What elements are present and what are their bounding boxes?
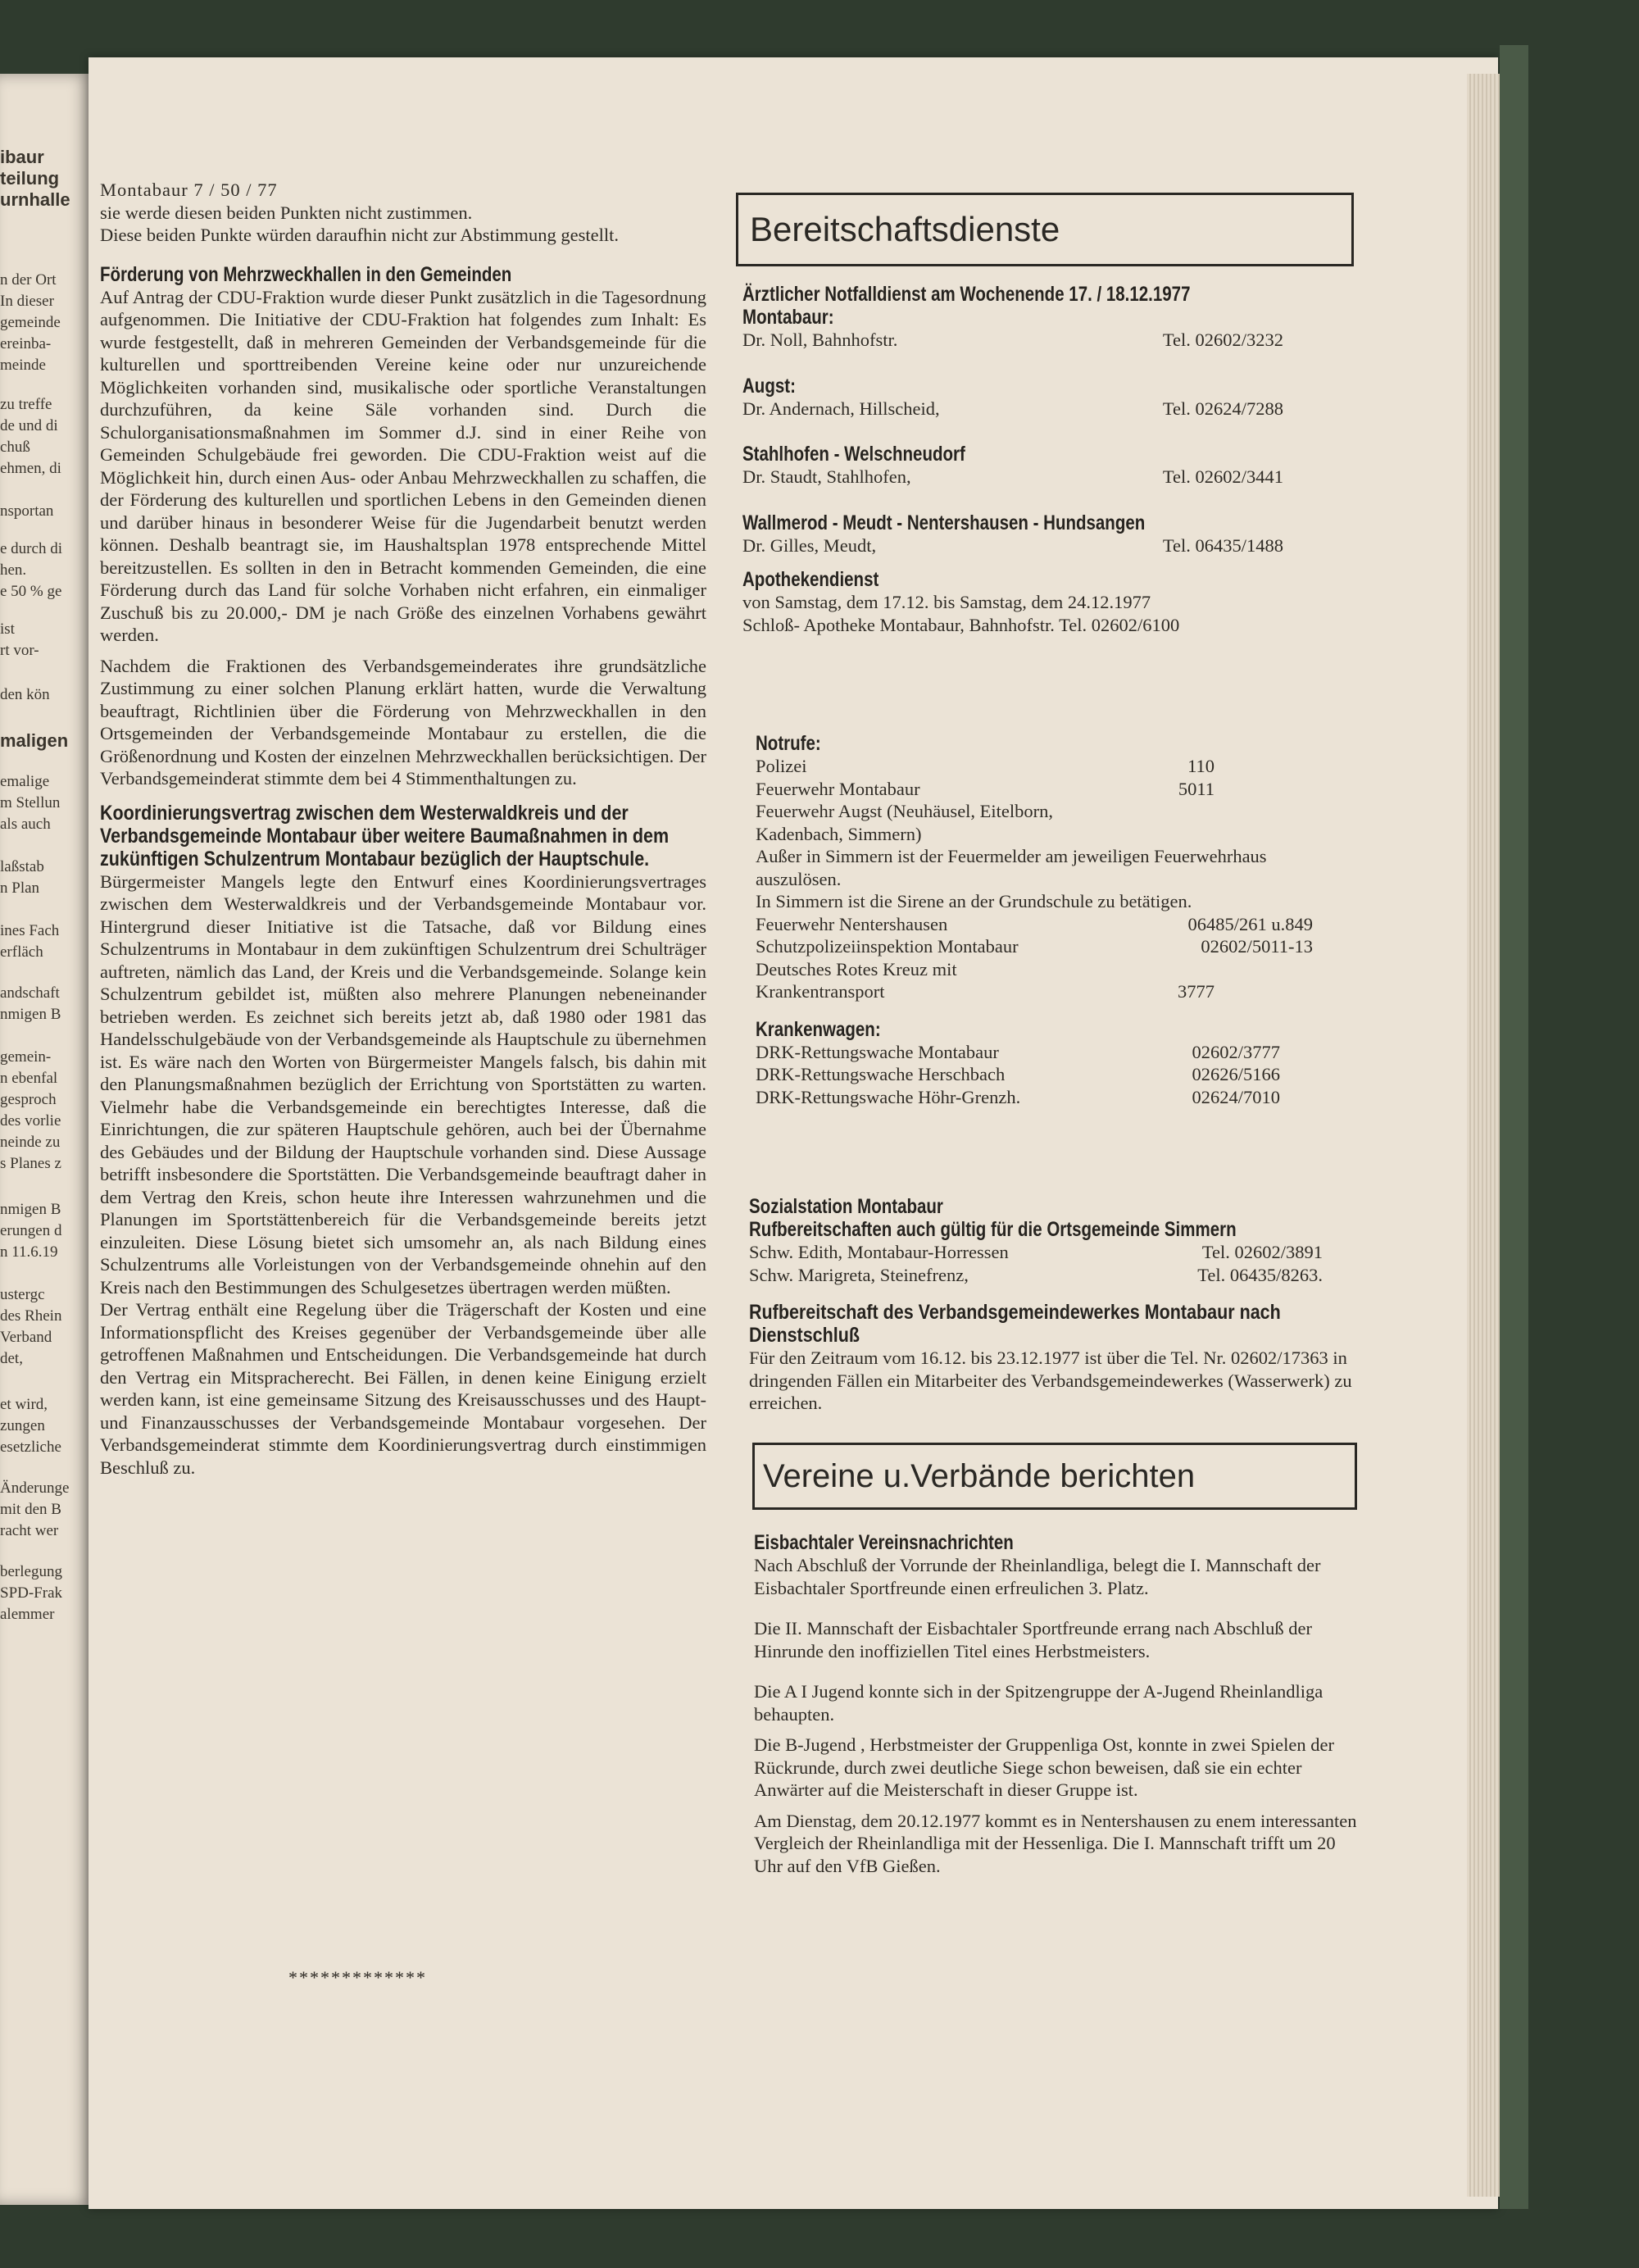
left-page-text-fragment: ist (0, 620, 15, 638)
sozialstation-section (749, 1195, 1355, 1415)
doctor-tel: Tel. 02602/3232 (1162, 330, 1283, 350)
left-page-text-fragment: des Rhein (0, 1307, 62, 1325)
left-page-text-fragment: meinde (0, 357, 46, 374)
doctor-tel: Tel. 06435/1488 (1162, 534, 1283, 556)
schwester-label: Schw. Edith, Montabaur-Horressen (749, 1242, 1009, 1262)
kw-nr: 02624/7010 (1192, 1086, 1280, 1107)
left-page-text-fragment: alemmer (0, 1606, 55, 1623)
left-page-text-fragment: maligen (0, 730, 69, 751)
notruf-nr: 02602/5011-13 (1201, 936, 1313, 957)
left-page-text-fragment: n 11.6.19 (0, 1243, 58, 1261)
left-page-text-fragment: berlegung (0, 1563, 62, 1580)
left-page-text-fragment: esetzliche (0, 1439, 61, 1456)
left-page-text-fragment: den kön (0, 686, 50, 703)
kw-label: DRK-Rettungswache Höhr-Grenzh. (756, 1086, 1021, 1107)
left-page-text-fragment: rt vor- (0, 642, 39, 659)
doctor-tel: Tel. 02602/3441 (1162, 466, 1283, 487)
left-page-text-fragment: nmigen B (0, 1201, 61, 1218)
schwester-tel: Tel. 06435/8263. (1197, 1264, 1323, 1285)
left-page-text-fragment: de und di (0, 417, 58, 434)
section-heading: Koordinierungsvertrag zwischen dem Westerwaldkreis und der Verbandsgemeinde Montabaur über weitere Baumaßnahmen in dem zukünftigen Schulzentrum Montabaur bezüglich der Hauptschule. (100, 801, 670, 870)
paragraph: Die II. Mannschaft der Eisbachtaler Sportfreunde errang nach Abschluß der Hinrunde den inoffiziellen Titel eines Herbstmeisters. (754, 1618, 1312, 1661)
bereitschaftsdienste-box (736, 193, 1354, 266)
left-page-text-fragment: e 50 % ge (0, 583, 62, 600)
section-heading: Rufbereitschaften auch gültig für die Ortsgemeinde Simmern (749, 1218, 1237, 1241)
book-spine (1500, 45, 1528, 2209)
section-heading: Krankenwagen: (756, 1017, 881, 1041)
left-page-text-fragment: s Planes z (0, 1155, 61, 1172)
doctor-name: Dr. Gilles, Meudt, (742, 534, 877, 556)
left-page-text-fragment: n der Ort (0, 271, 57, 289)
notrufe-section (756, 732, 1329, 1108)
werke-text: Für den Zeitraum vom 16.12. bis 23.12.1977 ist über die Tel. Nr. 02602/17363 in dringenden Fällen ein Mitarbeiter des Verbandsgemeindewerkes (Wasserwerk) zu erreichen. (749, 1348, 1352, 1413)
page-header: Montabaur 7 / 50 / 77 (100, 180, 278, 200)
left-page-text-fragment: neinde zu (0, 1134, 61, 1151)
left-page-text-fragment: andschaft (0, 984, 60, 1002)
left-page-text-fragment: gemein- (0, 1048, 52, 1066)
kw-nr: 02602/3777 (1192, 1041, 1280, 1062)
doctor-name: Dr. Andernach, Hillscheid, (742, 398, 940, 419)
kw-label: DRK-Rettungswache Montabaur (756, 1041, 999, 1062)
apotheke-line: von Samstag, dem 17.12. bis Samstag, dem 24.12.1977 (742, 592, 1151, 612)
section-heading: Rufbereitschaft des Verbandsgemeindewerkes Montabaur nach Dienstschluß (749, 1301, 1281, 1347)
schwester-tel: Tel. 02602/3891 (1201, 1242, 1323, 1262)
left-page-text-fragment: In dieser (0, 293, 54, 310)
paragraph: Die B-Jugend , Herbstmeister der Gruppenliga Ost, konnte in zwei Spielen der Rückrunde, durch zwei deutliche Siege schon beweisen, daß sie ein echter Anwärter auf die Meisterschaft in dieser Gruppe ist. (754, 1734, 1334, 1800)
left-page-text-fragment: nmigen B (0, 1006, 61, 1023)
vereine-box (752, 1443, 1357, 1510)
schwester-label: Schw. Marigreta, Steinefrenz, (749, 1264, 969, 1285)
section-heading: Ärztlicher Notfalldienst am Wochenende 17. / 18.12.1977 (742, 283, 1191, 306)
notruf-note: Außer in Simmern ist der Feuermelder am jeweiligen Feuerwehrhaus auszulösen. (756, 846, 1267, 889)
place-heading: Augst: (742, 374, 796, 398)
section-heading: Förderung von Mehrzweckhallen in den Gemeinden (100, 262, 512, 286)
paragraph: Am Dienstag, dem 20.12.1977 kommt es in Nentershausen zu enem interessanten Vergleich der Rheinlandliga mit der Hessenliga. Die I. Mannschaft trifft um 20 Uhr auf den VfB Gießen. (754, 1810, 1357, 1876)
place-heading: Wallmerod - Meudt - Nentershausen - Hundsangen (742, 511, 1146, 534)
box-title: Vereine u.Verbände berichten (763, 1458, 1196, 1494)
paragraph: Die A I Jugend konnte sich in der Spitzengruppe der A-Jugend Rheinlandliga behaupten. (754, 1681, 1323, 1725)
page-edge (1467, 74, 1500, 2197)
notruf-label: Polizei (756, 756, 807, 776)
paragraph: Der Vertrag enthält eine Regelung über die Trägerschaft der Kosten und eine Informationspflicht des Kreises gegenüber der Verbandsgemeinde über alle getroffenen Maßnahmen und Entscheidungen. Die Verbandsgemeinde hat durch den Vertrag ein Mitspracherecht. Bei Fällen, in denen keine Einigung erzielt werden kann, ist eine gemeinsame Sitzung des Kreisausschusses und des Haupt- und Finanzausschusses der Verbandsgemeinde Montabaur vorgesehen. Der Verbandsgemeinderat stimmte dem Koordinierungsvertrag durch einstimmigen Beschluß zu. (100, 1299, 706, 1478)
doctor-name: Dr. Noll, Bahnhofstr. (742, 330, 898, 350)
left-page-text-fragment: nsportan (0, 502, 54, 520)
doctor-tel: Tel. 02624/7288 (1162, 398, 1283, 419)
left-page-text-fragment: e durch di (0, 540, 62, 557)
intro-line: Diese beiden Punkte würden daraufhin nicht zur Abstimmung gestellt. (100, 225, 619, 245)
notruf-note: In Simmern ist die Sirene an der Grundschule zu betätigen. (756, 891, 1192, 911)
left-page-text-fragment: mit den B (0, 1501, 61, 1518)
aerzte-section (742, 283, 1365, 636)
section-heading: Notrufe: (756, 732, 821, 755)
left-column (100, 179, 706, 1479)
left-page-text-fragment: des vorlie (0, 1112, 61, 1129)
left-page-text-fragment: urnhalle (0, 189, 70, 210)
left-page-text-fragment: ehmen, di (0, 460, 61, 477)
notruf-label: Deutsches Rotes Kreuz mit Krankentransport (756, 958, 957, 1002)
left-page-text-fragment: SPD-Frak (0, 1584, 63, 1602)
notruf-label: Schutzpolizeiinspektion Montabaur (756, 936, 1019, 957)
left-page-text-fragment: m Stellun (0, 794, 61, 811)
place-heading: Montabaur: (742, 306, 834, 329)
intro-line: sie werde diesen beiden Punkten nicht zustimmen. (100, 202, 473, 223)
place-heading: Stahlhofen - Welschneudorf (742, 443, 965, 466)
doctor-name: Dr. Staudt, Stahlhofen, (742, 466, 911, 487)
notruf-label: Feuerwehr Nentershausen (756, 913, 948, 934)
left-page-text-fragment: ines Fach (0, 922, 60, 939)
notruf-nr: 3777 (1178, 981, 1214, 1002)
left-page-text-fragment: Änderunge (0, 1479, 70, 1497)
left-page-text-fragment: ibaur (0, 147, 44, 167)
left-page-text-fragment: gesproch (0, 1091, 57, 1108)
section-heading: Eisbachtaler Vereinsnachrichten (754, 1531, 1014, 1554)
left-page-text-fragment: hen. (0, 561, 27, 579)
left-page-text-fragment: ustergc (0, 1286, 45, 1303)
paragraph: Bürgermeister Mangels legte den Entwurf eines Koordinierungsvertrages zwischen dem Westerwaldkreis und der Verbandsgemeinde Montabaur vor. Hintergrund dieser Initiative ist die Tatsache, daß vor Bildung eines Schulzentrums in Montabaur in dem zukünftigen Schulzentrum drei Schulträger auftreten, nämlich das Land, der Kreis und die Verbandsgemeinde. Solange kein Schulzentrum gebildet ist, müßten also mehrere Planungen nebeneinander betrieben werden. Es zeichnet sich bereits jetzt ab, daß 1980 oder 1981 das Handelsschulgebäude von der Verbandsgemeinde als Hauptschule zu übernehmen ist. Es wäre nach den Worten von Bürgermeister Mangels falsch, bis dahin mit den Planungsmaßnahmen bezüglich der Errichtung von Sportstätten zu warten. Vielmehr habe die Verbandsgemeinde ein berechtigtes Interesse, daß die Einrichtungen, die zur späteren Hauptschule gehören, auch bei der Übernahme des Gebäudes und der Bildung der Hauptschule vorhanden sind. Diese Aussage betrifft insbesondere die Sportstätten. Die Verbandsgemeinde beauftragt daher in dem Vertrag den Kreis, schon heute ihre Interessen wahrzunehmen und die Planungen im Sportstättenbereich für die Verbandsgemeinde bereits jetzt einzuleiten. Diese Lösung bietet sich umsomehr an, als nach Bildung eines Schulzentrums alle Vorleistungen von der Verbandsgemeinde ohnehin auf den Kreis nach den Bestimmungen des Schulgesetzes übertragen werden müßten. (100, 870, 706, 1298)
notruf-nr: 06485/261 u.849 (1187, 913, 1313, 934)
apotheke-line: Schloß- Apotheke Montabaur, Bahnhofstr. Tel. 02602/6100 (742, 614, 1180, 635)
left-page-fragment (0, 74, 92, 2205)
separator-stars: ************* (288, 1967, 427, 1988)
box-title: Bereitschaftsdienste (750, 210, 1060, 248)
notruf-nr: 110 (1187, 756, 1214, 776)
notruf-nr: 5011 (1178, 778, 1214, 799)
paragraph: Nachdem die Fraktionen des Verbandsgemeinderates ihre grundsätzliche Zustimmung zu einer solchen Planung erklärt hatten, wurde die Verwaltung beauftragt, Richtlinien über die Förderung von Mehrzweckhallen in den Ortsgemeinden der Verbandsgemeinde Montabaur zu erstellen, die die Größenordnung und Kosten der einzelnen Mehrzweckhallen berücksichtigen. Der Verbandsgemeinderat stimmte dem bei 4 Stimmenthaltungen zu. (100, 655, 706, 789)
left-page-text-fragment: als auch (0, 816, 51, 833)
notruf-label: Feuerwehr Montabaur (756, 778, 920, 799)
kw-nr: 02626/5166 (1192, 1064, 1280, 1084)
left-page-text-fragment: Verband (0, 1329, 52, 1346)
left-page-text-fragment: emalige (0, 773, 50, 790)
left-page-text-fragment: n ebenfal (0, 1070, 58, 1087)
paragraph: Nach Abschluß der Vorrunde der Rheinlandliga, belegt die I. Mannschaft der Eisbachtaler Sportfreunde einen erfreulichen 3. Platz. (754, 1555, 1321, 1598)
left-page-text-fragment: n Plan (0, 879, 40, 897)
left-page-text-fragment: gemeinde (0, 314, 61, 331)
left-page-text-fragment: det, (0, 1350, 23, 1367)
paragraph: Auf Antrag der CDU-Fraktion wurde dieser Punkt zusätzlich in die Tagesordnung aufgenommen. Die Initiative der CDU-Fraktion hat folgendes zum Inhalt: Es wurde festgestellt, daß in mehreren Gemeinden der Verbandsgemeinde für die kulturellen und sporttreibenden Vereine keine oder nur unzureichende Möglichkeiten vorhanden sind, musikalische oder sportliche Veranstaltungen durchzuführen, da keine Säle vorhanden sind. Durch die Schulorganisationsmaßnahmen im Sommer d.J. sind in einer Reihe von Gemeinden Schulgebäude frei geworden. Die CDU-Fraktion weist auf die Möglichkeit hin, durch einen Aus- oder Anbau Mehrzweckhallen zu schaffen, die der Förderung des kulturellen und sportlichen Lebens in den Gemeinden dienen und darüber hinaus in besonderer Weise für die Jugendarbeit benutzt werden können. Deshalb beantragt sie, im Haushaltsplan 1978 entsprechende Mittel bereitzustellen. Es sollten in den in Betracht kommenden Gemeinden, die eine Förderung durch das Land für solche Vorhaben nicht erfahren, ein einmaliger Zuschuß bis zu 20.000,- DM je nach Größe des einzelnen Vorhabens gewährt werden. (100, 286, 706, 645)
kw-label: DRK-Rettungswache Herschbach (756, 1064, 1006, 1084)
section-heading: Sozialstation Montabaur (749, 1195, 943, 1218)
eisbachtal-section (754, 1531, 1360, 1877)
left-page-text-fragment: laßstab (0, 858, 44, 875)
left-page-text-fragment: racht wer (0, 1522, 59, 1539)
left-page-text-fragment: chuß (0, 439, 30, 456)
left-page-text-fragment: et wird, (0, 1396, 48, 1413)
left-page-text-fragment: erungen d (0, 1222, 62, 1239)
left-page-text-fragment: ereinba- (0, 335, 52, 352)
left-page-text-fragment: teilung (0, 168, 60, 189)
section-heading: Apothekendienst (742, 568, 879, 591)
left-page-text-fragment: erfläch (0, 943, 43, 961)
left-page-text-fragment: zungen (0, 1417, 45, 1434)
left-page-text-fragment: zu treffe (0, 396, 52, 413)
notruf-label: Feuerwehr Augst (Neuhäusel, Eitelborn, Kadenbach, Simmern) (756, 801, 1054, 844)
